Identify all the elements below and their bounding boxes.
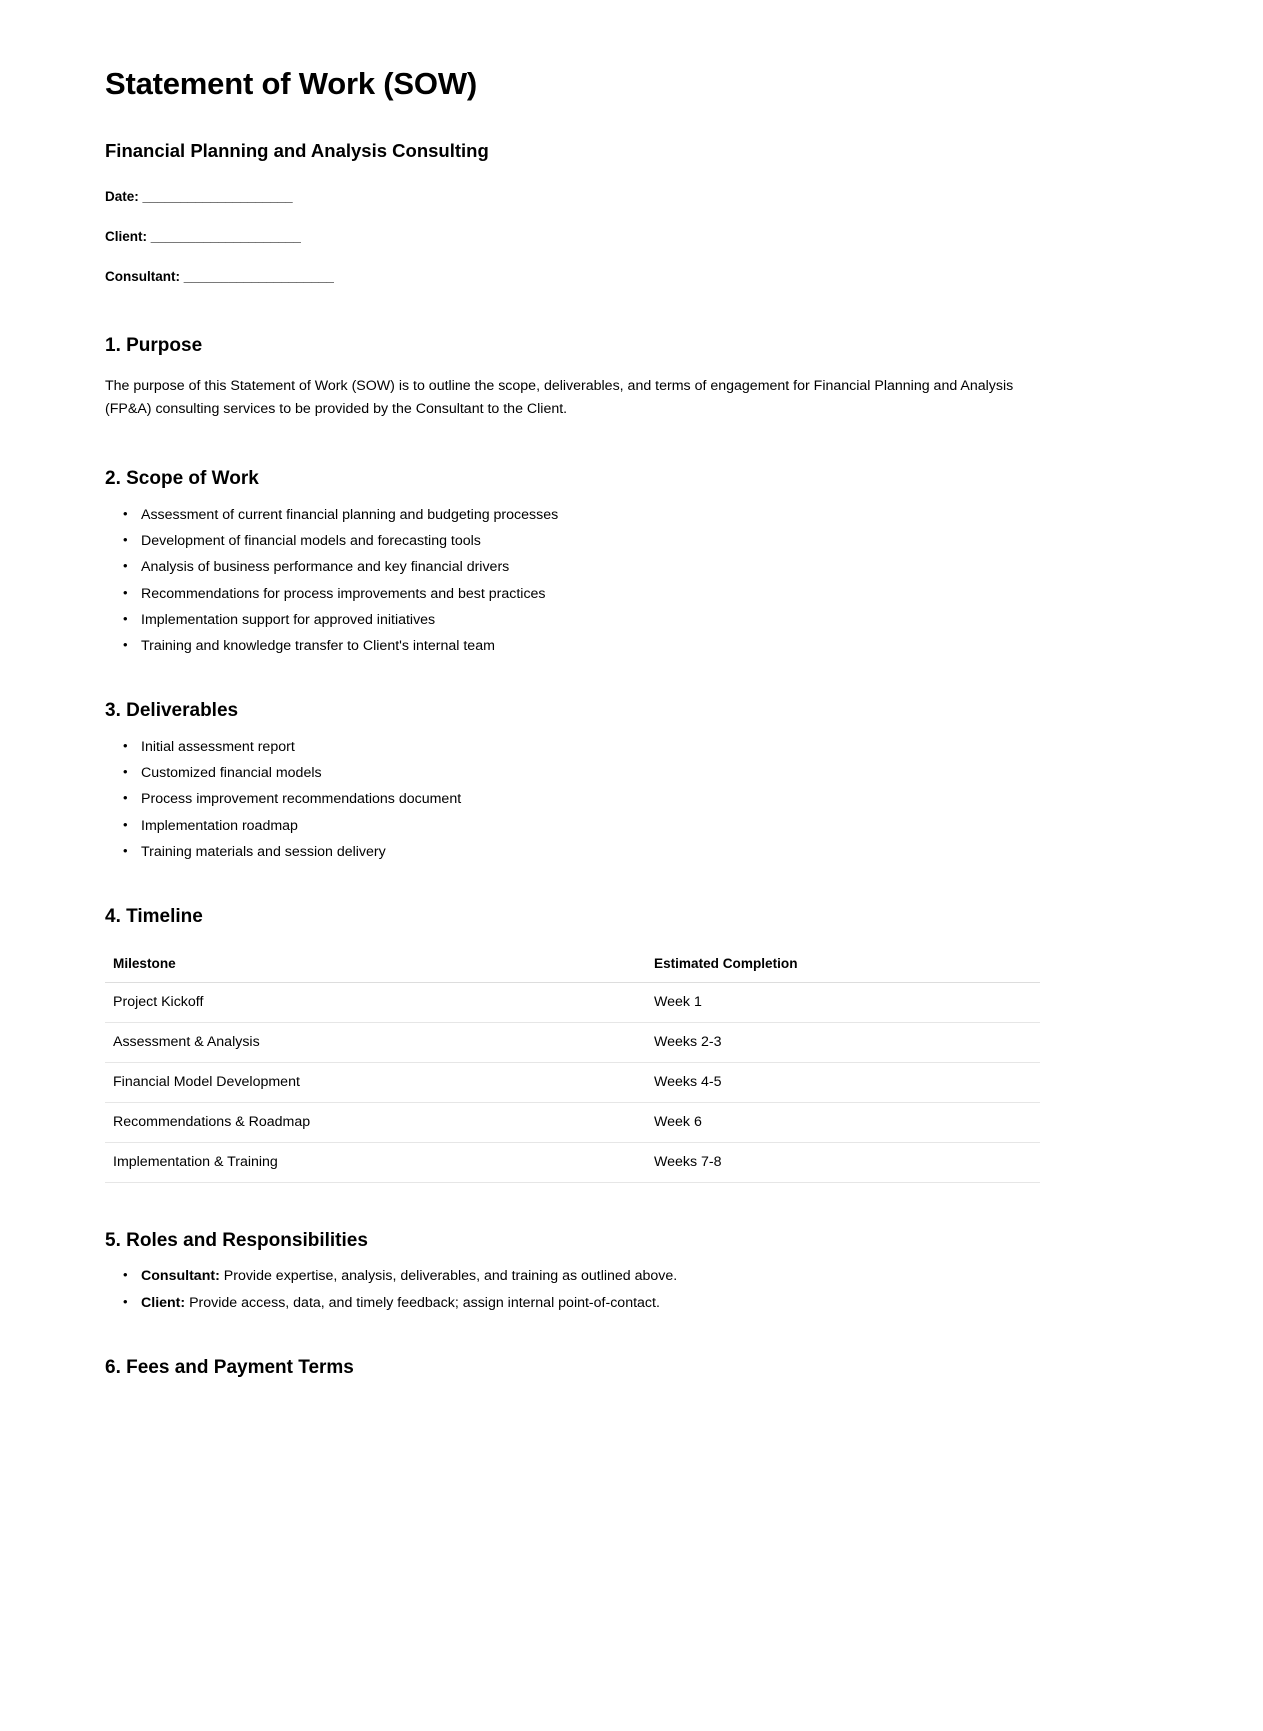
list-item (141, 508, 1158, 522)
timeline-table (105, 946, 1040, 1183)
list-item (141, 792, 1158, 806)
role-text-consultant: Provide expertise, analysis, deliverables, and training as outlined above. (219, 1268, 678, 1285)
section-heading-roles: 5. Roles and Responsibilities (105, 1229, 368, 1251)
field-client-label: Client: (105, 229, 147, 245)
role-text-client: Provide access, data, and timely feedback; assign internal point-of-contact. (185, 1294, 660, 1311)
deliverable-item-label: Implementation roadmap (141, 817, 298, 834)
table-row (105, 1022, 1040, 1062)
cell-completion: Week 6 (646, 1102, 1040, 1142)
deliverable-item-label: Customized financial models (141, 765, 322, 782)
field-consultant-blank[interactable]: ____________________ (183, 269, 334, 285)
list-item (141, 560, 1158, 574)
list-item (141, 639, 1158, 653)
cell-milestone: Assessment & Analysis (105, 1022, 646, 1062)
table-row (105, 1062, 1040, 1102)
timeline-table-body (105, 982, 1040, 1182)
scope-item-label: Development of financial models and forecasting tools (141, 533, 481, 550)
deliverable-item-label: Training materials and session delivery (141, 843, 386, 860)
cell-milestone: Implementation & Training (105, 1142, 646, 1182)
section-heading-fees: 6. Fees and Payment Terms (105, 1356, 354, 1378)
document-subtitle: Financial Planning and Analysis Consulting (105, 139, 489, 161)
scope-item-label: Assessment of current financial planning and budgeting processes (141, 506, 559, 523)
cell-completion: Weeks 7-8 (646, 1142, 1040, 1182)
deliverables-list (105, 740, 1158, 859)
field-client (105, 228, 1158, 246)
cell-completion: Week 1 (646, 982, 1040, 1022)
field-consultant-label: Consultant: (105, 269, 180, 285)
cell-completion: Weeks 4-5 (646, 1062, 1040, 1102)
timeline-table-head (105, 946, 1040, 983)
column-header-milestone: Milestone (105, 946, 646, 983)
cell-completion: Weeks 2-3 (646, 1022, 1040, 1062)
section-heading-scope: 2. Scope of Work (105, 468, 259, 490)
section-heading-deliverables: 3. Deliverables (105, 700, 239, 722)
cell-milestone: Project Kickoff (105, 982, 646, 1022)
role-name-consultant: Consultant: (141, 1268, 220, 1285)
section-heading-purpose: 1. Purpose (105, 335, 203, 357)
purpose-paragraph: The purpose of this Statement of Work (SOW) is to outline the scope, deliverables, and terms of engagement for Financial Planning and Analysis (FP&A) consulting services to be provided by the Consultant to the Client. (105, 378, 1014, 418)
list-item (141, 845, 1158, 859)
role-name-client: Client: (141, 1294, 186, 1311)
list-item (141, 740, 1158, 754)
scope-item-label: Implementation support for approved initiatives (141, 611, 436, 628)
list-item (141, 587, 1158, 601)
list-item (141, 613, 1158, 627)
field-date-blank[interactable]: ____________________ (142, 188, 293, 204)
table-row (105, 1102, 1040, 1142)
field-client-blank[interactable]: ____________________ (150, 229, 301, 245)
deliverable-item-label: Process improvement recommendations document (141, 791, 462, 808)
list-item (141, 1269, 1158, 1283)
list-item (141, 766, 1158, 780)
cell-milestone: Financial Model Development (105, 1062, 646, 1102)
scope-item-label: Analysis of business performance and key financial drivers (141, 559, 510, 576)
table-row (105, 1142, 1040, 1182)
page-title: Statement of Work (SOW) (105, 66, 478, 101)
list-item (141, 819, 1158, 833)
scope-item-label: Training and knowledge transfer to Client's internal team (141, 638, 495, 654)
list-item (141, 534, 1158, 548)
list-item (141, 1296, 1158, 1310)
scope-list (105, 508, 1158, 653)
column-header-completion: Estimated Completion (646, 946, 1040, 983)
cell-milestone: Recommendations & Roadmap (105, 1102, 646, 1142)
section-heading-timeline: 4. Timeline (105, 905, 203, 927)
table-row (105, 982, 1040, 1022)
field-consultant (105, 268, 1158, 286)
field-date-label: Date: (105, 188, 139, 204)
deliverable-item-label: Initial assessment report (141, 738, 295, 755)
roles-list (105, 1269, 1158, 1309)
table-header-row (105, 946, 1040, 983)
scope-item-label: Recommendations for process improvements and best practices (141, 585, 546, 602)
field-date (105, 188, 1158, 206)
